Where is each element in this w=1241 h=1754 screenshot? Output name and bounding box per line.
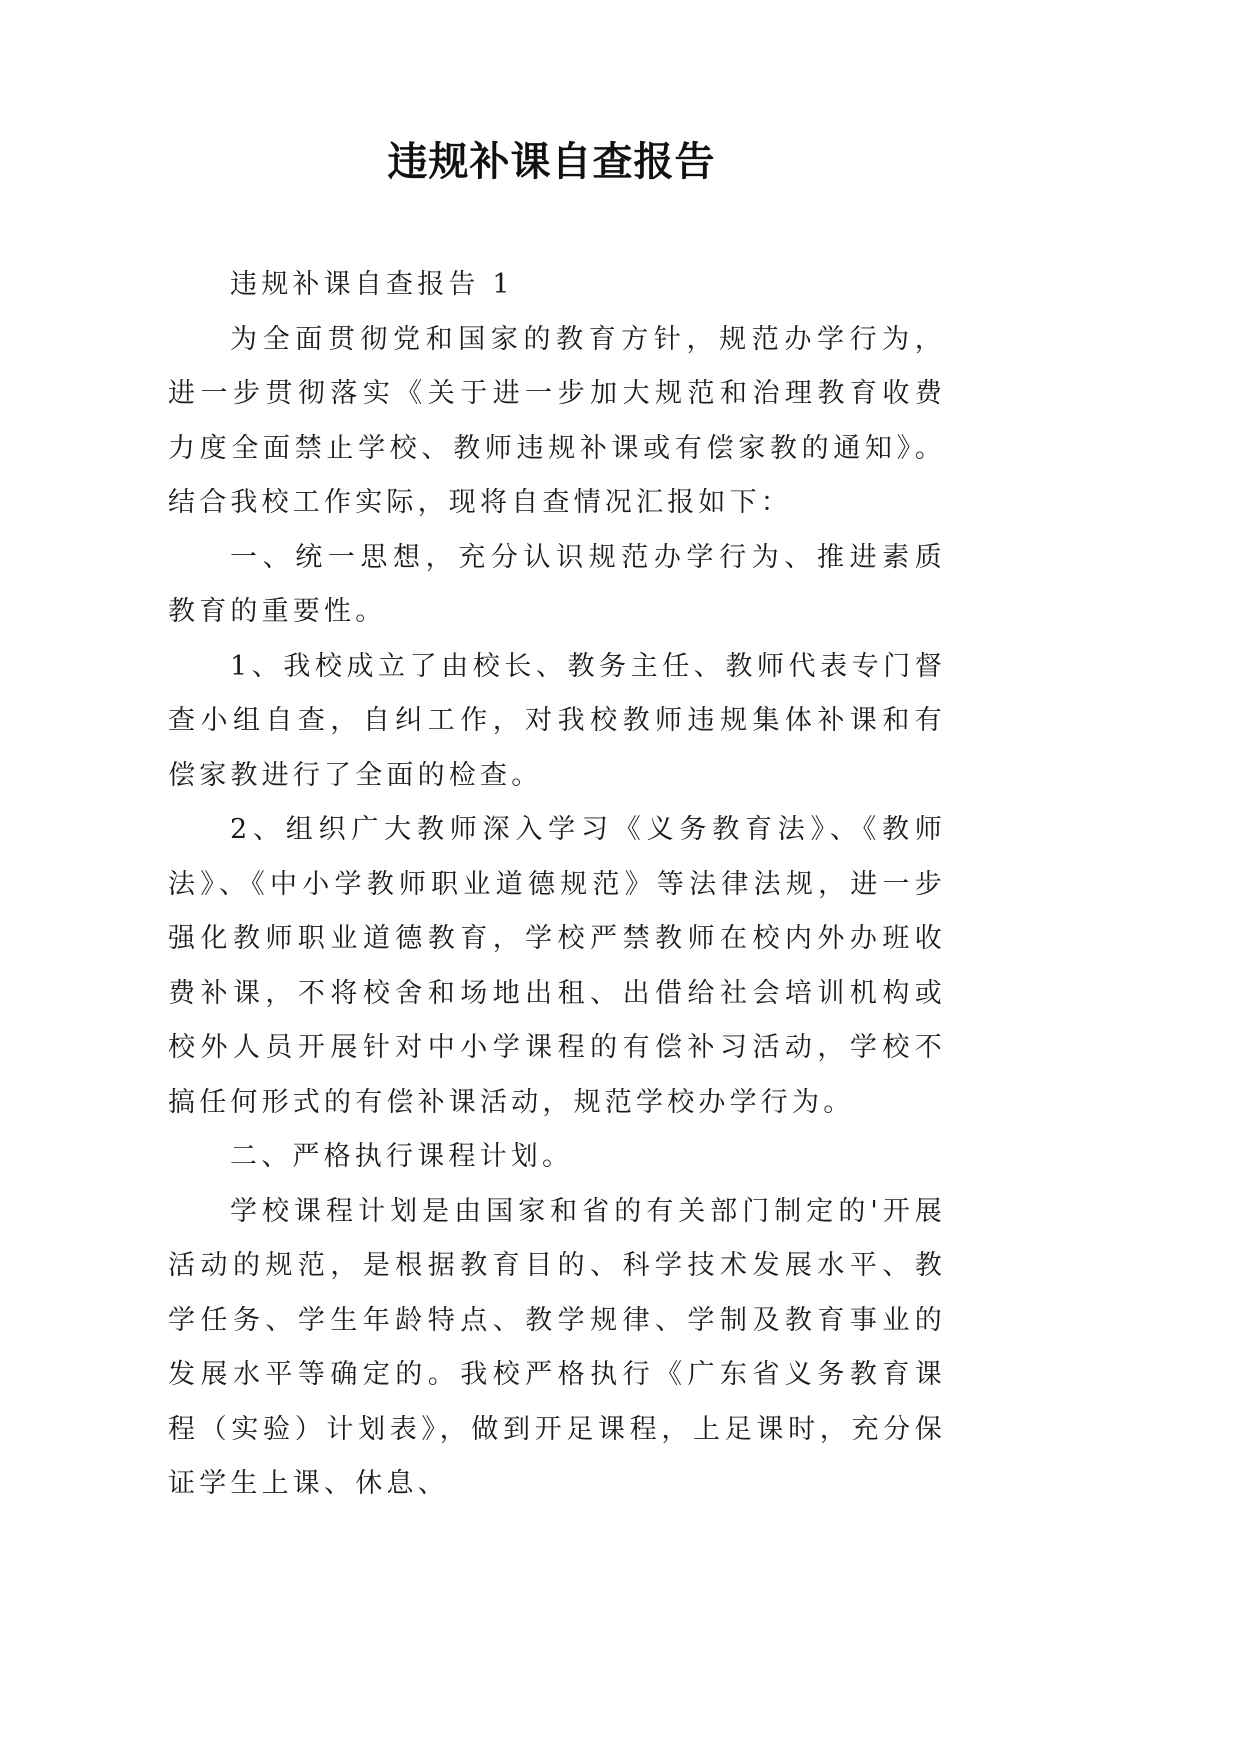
document-body — [168, 258, 946, 1512]
section-heading-2: 二、严格执行课程计划。 — [230, 1141, 574, 1172]
paragraph-subtitle: 违规补课自查报告 1 — [230, 269, 514, 300]
section-heading-1: 一、统一思想，充分认识规范办学行为、推进素质教育的重要性。 — [168, 541, 946, 627]
paragraph-curriculum: 学校课程计划是由国家和省的有关部门制定的'开展活动的规范，是根据教育目的、科学技术发展水平、教学任务、学生年龄特点、教学规律、学制及教育事业的发展水平等确定的。我校严格执行《广东省义务教育课程（实验）计划表》，做到开足课程，上足课时，充分保证学生上课、休息、 — [168, 1195, 946, 1499]
paragraph-item-2: 2、组织广大教师深入学习《义务教育法》、《教师法》、《中小学教师职业道德规范》等法律法规，进一步强化教师职业道德教育，学校严禁教师在校内外办班收费补课，不将校舍和场地出租、出借给社会培训机构或校外人员开展针对中小学课程的有偿补习活动，学校不搞任何形式的有偿补课活动，规范学校办学行为。 — [168, 814, 946, 1118]
paragraph-intro: 为全面贯彻党和国家的教育方针，规范办学行为，进一步贯彻落实《关于进一步加大规范和治理教育收费力度全面禁止学校、教师违规补课或有偿家教的通知》。结合我校工作实际，现将自查情况汇报如下： — [168, 323, 946, 518]
paragraph-item-1: 1、我校成立了由校长、教务主任、教师代表专门督查小组自查，自纠工作，对我校教师违规集体补课和有偿家教进行了全面的检查。 — [168, 650, 946, 791]
document-title: 违规补课自查报告 — [387, 139, 716, 185]
